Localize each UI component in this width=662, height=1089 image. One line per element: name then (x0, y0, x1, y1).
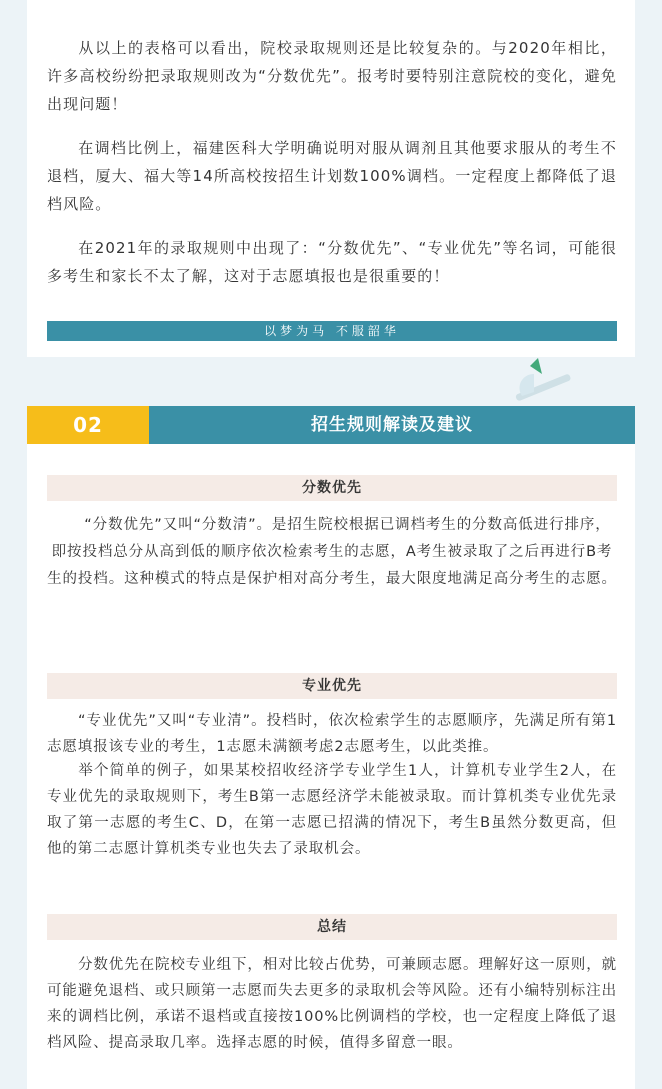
score-first-heading: 分数优先 (47, 475, 617, 501)
intro-card (27, 0, 635, 357)
summary-text: 分数优先在院校专业组下，相对比较占优势，可兼顾志愿。理解好这一原则，就可能避免退档、或只顾第一志愿而失去更多的录取机会等风险。还有小编特别标注出来的调档比例，承诺不退档或直接按100%比例调档的学校，也一定程度上降低了退档风险、提高录取几率。选择志愿的时候，值得多留意一眼。 (47, 957, 617, 1051)
rules-card (27, 444, 635, 1089)
summary-heading: 总结 (47, 914, 617, 940)
section-title: 招生规则解读及建议 (149, 406, 635, 444)
section-number: 02 (27, 406, 149, 444)
intro-paragraph-3: 在2021年的录取规则中出现了：“分数优先”、“专业优先”等名词，可能很多考生和家长不太了解，这对于志愿填报也是很重要的！ (47, 239, 617, 285)
major-first-heading: 专业优先 (47, 673, 617, 699)
score-first-text: “分数优先”又叫“分数清”。是招生院校根据已调档考生的分数高低进行排序，即按投档总分从高到低的顺序依次检索考生的志愿，A考生被录取了之后再进行B考生的投档。这种模式的特点是保护相对高分考生，最大限度地满足高分考生的志愿。 (47, 517, 617, 587)
section-header (27, 406, 635, 444)
intro-paragraph-2: 在调档比例上，福建医科大学明确说明对服从调剂且其他要求服从的考生不退档，厦大、福大等14所高校按招生计划数100%调档。一定程度上都降低了退档风险。 (47, 139, 617, 213)
major-first-paragraph-2: 举个简单的例子，如果某校招收经济学专业学生1人，计算机专业学生2人，在专业优先的录取规则下，考生B第一志愿经济学未能被录取。而计算机类专业优先录取了第一志愿的考生C、D，在第一志愿已招满的情况下，考生B虽然分数更高，但他的第二志愿计算机类专业也失去了录取机会。 (47, 763, 617, 857)
major-first-paragraph-1: “专业优先”又叫“专业清”。投档时，依次检索学生的志愿顺序，先满足所有第1志愿填报该专业的考生，1志愿未满额考虑2志愿考生，以此类推。 (47, 713, 617, 755)
motto-banner: 以梦为马 不服韶华 (47, 321, 617, 341)
intro-paragraph-1: 从以上的表格可以看出，院校录取规则还是比较复杂的。与2020年相比，许多高校纷纷把录取规则改为“分数优先”。报考时要特别注意院校的变化，避免出现问题！ (47, 39, 617, 113)
